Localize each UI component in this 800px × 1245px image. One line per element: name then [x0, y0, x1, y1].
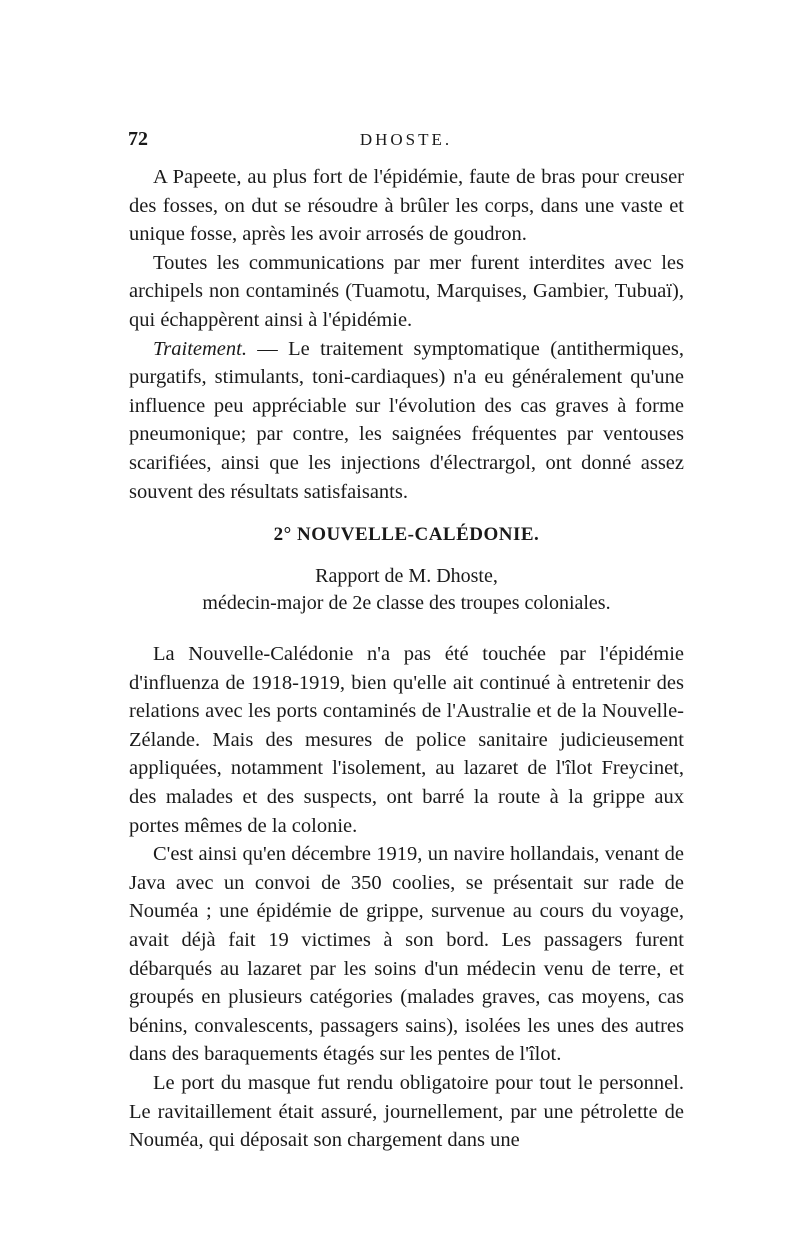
page-header — [128, 128, 684, 158]
section-title: 2° NOUVELLE-CALÉDONIE. — [273, 524, 540, 545]
paragraph-label: Traitement. — [153, 337, 247, 360]
section-new-caledonia-text — [129, 640, 684, 1155]
running-head: DHOSTE. — [359, 130, 453, 149]
paragraph: La Nouvelle-Calédonie n'a pas été touchée par l'épidémie d'influenza de 1918-1919, bien qu'elle ait continué à entretenir des relations avec les ports contaminés de l'Australie et de la Nouvelle-Zélande. Mais des mesures de police sanitaire judicieusement appliquées, notamment l'isolement, au lazaret de l'îlot Freycinet, des malades et des suspects, ont barré la route à la grippe aux portes mêmes de la colonie. — [129, 643, 684, 837]
paragraph-text: — Le traitement symptomatique (antithermiques, purgatifs, stimulants, toni-cardiaques) n'a eu généralement qu'une influence peu appréciable sur l'évolution des cas graves à forme pneumonique; par contre, les saignées fréquentes par ventouses scarifiées, ainsi que les injections d'électrargol, ont donné assez souvent des résultats satisfaisants. — [129, 337, 684, 503]
report-attribution: Rapport de M. Dhoste, — [315, 565, 498, 587]
paragraph: A Papeete, au plus fort de l'épidémie, faute de bras pour creuser des fosses, on dut se résoudre à brûler les corps, dans une vaste et unique fosse, après les avoir arrosés de goudron. — [129, 166, 684, 246]
section-tahiti-text — [129, 163, 684, 506]
paragraph: C'est ainsi qu'en décembre 1919, un navire hollandais, venant de Java avec un convoi de 350 coolies, se présentait sur rade de Nouméa ; une épidémie de grippe, survenue au cours du voyage, avait déjà fait 19 victimes à son bord. Les passagers furent débarqués au lazaret par les soins d'un médecin venu de terre, et groupés en plusieurs catégories (malades graves, cas moyens, cas bénins, convalescents, passagers sains), isolées les unes des autres dans des baraquements étagés sur les pentes de l'îlot. — [129, 843, 684, 1066]
report-author-rank: médecin-major de 2e classe des troupes coloniales. — [202, 592, 611, 614]
paragraph: Le port du masque fut rendu obligatoire pour tout le personnel. Le ravitaillement était assuré, journellement, par une pétrolette de Nouméa, qui déposait son chargement dans une — [129, 1071, 684, 1152]
paragraph: Toutes les communications par mer furent interdites avec les archipels non contaminés (Tuamotu, Marquises, Gambier, Tubuaï), qui échappèrent ainsi à l'épidémie. — [129, 251, 684, 331]
page-number: 72 — [128, 128, 148, 150]
paragraph — [129, 335, 684, 507]
